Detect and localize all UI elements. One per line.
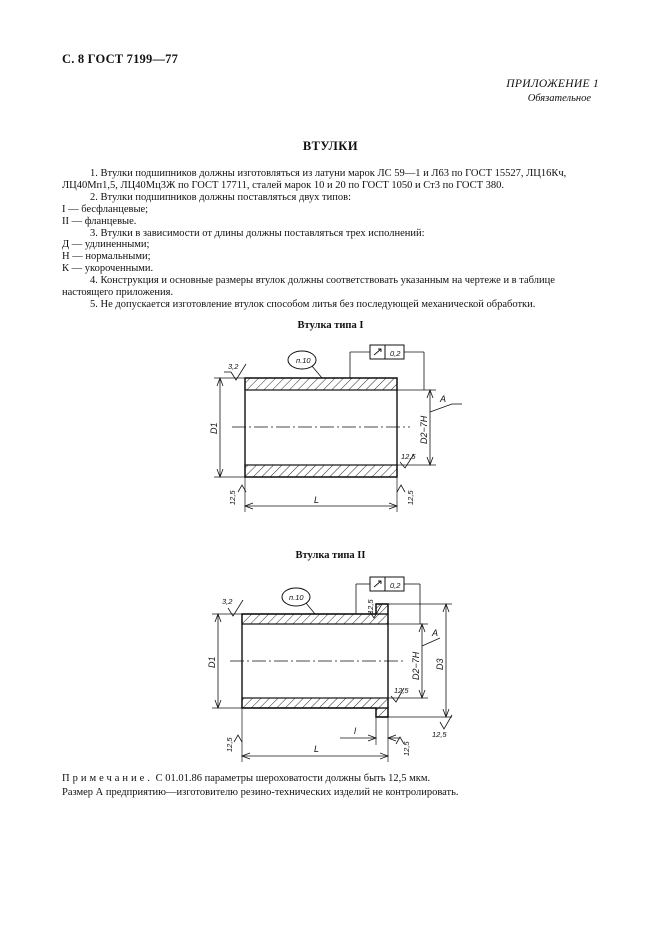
fig2-roughness-bottom-right: 12,5 xyxy=(432,730,447,739)
footnote xyxy=(62,772,622,800)
fig1-roughness-top: 3,2 xyxy=(228,362,239,371)
fig2-roughness-flange: 12,5 xyxy=(366,599,375,614)
fig1-d2-label: D2−7H xyxy=(419,415,429,444)
figure-1-title: Втулка типа I xyxy=(297,320,364,331)
note-line-2: Размер А предприятию—изготовителю резино-технических изделий не контролировать. xyxy=(62,787,459,798)
version-item-1: Д — удлиненными; xyxy=(62,239,150,251)
fig2-d2-label: D2−7H xyxy=(411,651,421,680)
page-header: С. 8 ГОСТ 7199—77 xyxy=(62,52,179,66)
fig2-roughness-inner: 12,5 xyxy=(394,686,409,695)
fig1-bottom-wall xyxy=(245,465,397,477)
fig2-datum-label: A xyxy=(432,628,439,638)
fig1-top-wall xyxy=(245,378,397,390)
type-item-1: I — бесфланцевые; xyxy=(62,203,149,215)
fig1-note-ref: п.10 xyxy=(296,356,311,365)
fig2-flange-label: l xyxy=(354,726,356,736)
fig2-top-wall xyxy=(242,614,388,624)
fig1-d1-label: D1 xyxy=(209,422,219,434)
fig1-datum-label: A xyxy=(440,394,447,404)
section-title: ВТУЛКИ xyxy=(302,139,359,153)
paragraph-5: 5. Не допускается изготовление втулок способом литья без последующей механической обработки. xyxy=(90,298,536,310)
paragraph-3: 3. Втулки в зависимости от длины должны поставляться трех исполнений: xyxy=(90,227,425,239)
fig1-runout: 0,2 xyxy=(390,349,401,358)
fig2-roughness-top: 3,2 xyxy=(222,597,233,606)
paragraph-2: 2. Втулки подшипников должны поставляться двух типов: xyxy=(90,191,352,203)
fig2-d3-label: D3 xyxy=(435,658,445,670)
fig2-runout: 0,2 xyxy=(390,581,401,590)
fig2-flange-bottom xyxy=(376,708,388,717)
fig2-length-label: L xyxy=(314,744,320,754)
fig2-bottom-wall xyxy=(242,698,388,708)
type-item-2: II — фланцевые. xyxy=(62,215,137,227)
fig2-roughness-bottom-left: 12,5 xyxy=(225,737,234,752)
note-heading: Примечание. xyxy=(62,773,153,784)
fig1-length-label: L xyxy=(314,495,320,505)
paragraph-1: 1. Втулки подшипников должны изготовляться из латуни марок ЛС 59—1 и Л63 по ГОСТ 15527, ЛЦ16Кч, ЛЦ40Мп1,5, ЛЦ40Мц3Ж по ГОСТ 17711, сталей марок 10 и 20 по ГОСТ 1050 и Ст3 по ГОСТ 380. xyxy=(62,168,567,191)
fig2-flange-top xyxy=(376,604,388,614)
fig1-roughness-inner: 12,5 xyxy=(401,452,416,461)
fig1-roughness-bottom-right: 12,5 xyxy=(406,490,415,505)
appendix-label: ПРИЛОЖЕНИЕ 1 xyxy=(506,78,599,90)
fig2-roughness-bottom-mid: 12,5 xyxy=(402,741,411,756)
paragraph-4: 4. Конструкция и основные размеры втулок должны соответствовать указанным на чертеже и в таблице настоящего приложения. xyxy=(62,275,555,299)
fig2-d1-label: D1 xyxy=(207,656,217,668)
appendix-status: Обязательное xyxy=(527,93,591,104)
figure-2-title: Втулка типа II xyxy=(295,550,366,561)
fig2-note-ref: п.10 xyxy=(289,593,304,602)
version-item-3: К — укороченными. xyxy=(62,263,154,275)
fig1-roughness-bottom-left: 12,5 xyxy=(228,490,237,505)
version-item-2: Н — нормальными; xyxy=(62,251,151,263)
note-text: С 01.01.86 параметры шероховатости должны быть 12,5 мкм. xyxy=(152,773,431,784)
